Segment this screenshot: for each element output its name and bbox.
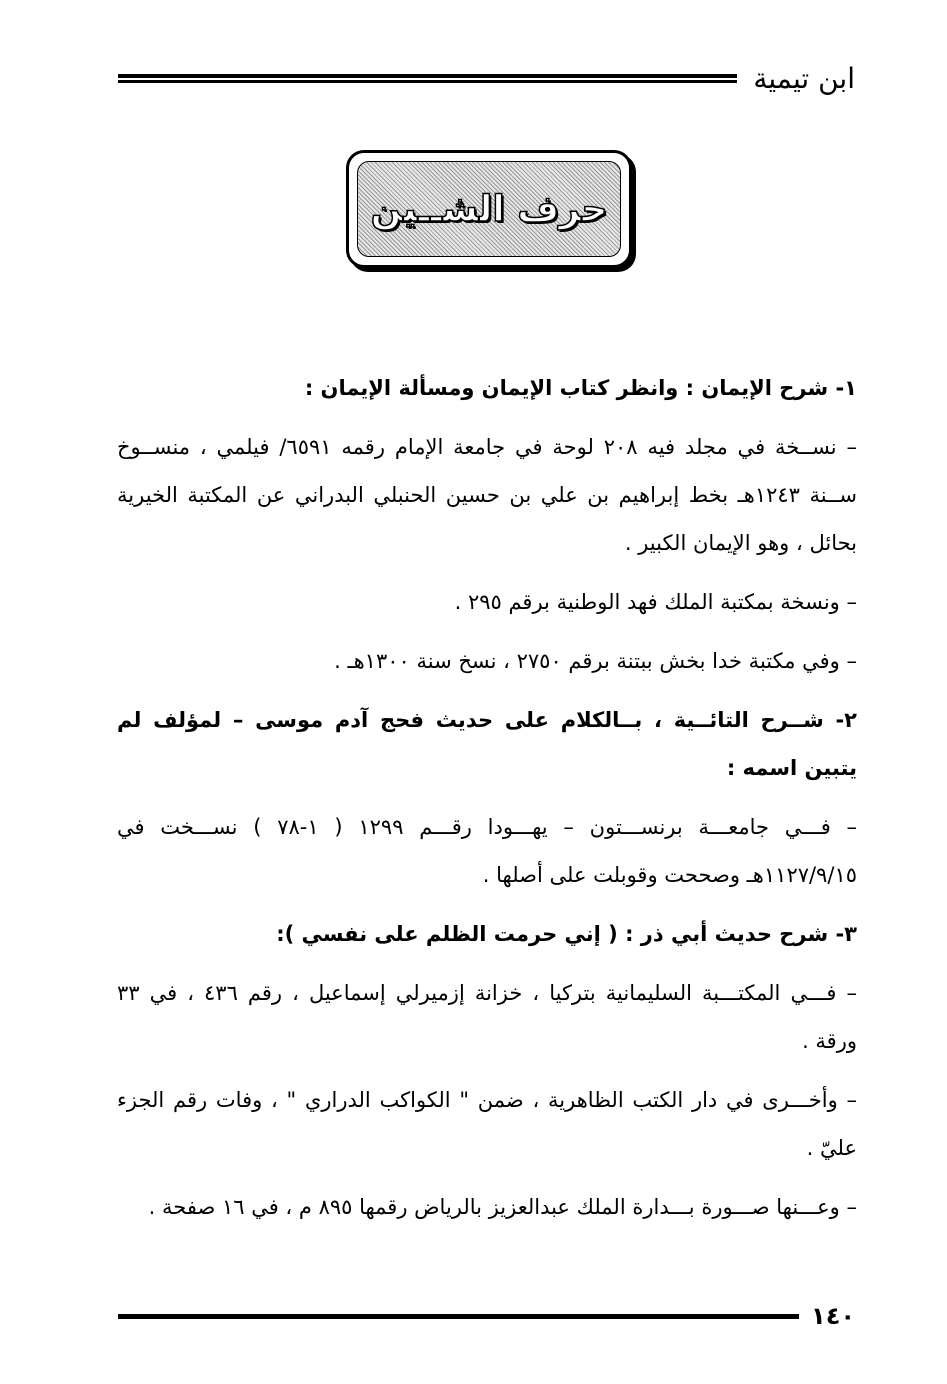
- page-number: ١٤٠: [811, 1302, 855, 1330]
- chapter-title: حرف الشــين: [370, 188, 608, 230]
- entry-heading: ١- شرح الإيمان : وانظر كتاب الإيمان ومسألة الإيمان :: [304, 376, 857, 400]
- footer-rule: [118, 1314, 799, 1319]
- entry-heading: ٢- شــرح التائــية ، بــالكلام على حديث فحج آدم موسى – لمؤلف لم يتبين اسمه :: [117, 708, 857, 780]
- book-title: ابن تيمية: [753, 61, 855, 95]
- entry-paragraph: – فـــي جامعـــة برنســـتون – يهـــودا رقـــم ١٢٩٩ ( ١-٧٨ ) نســـخت في ١١٢٧/٩/١٥هـ وصححت وقوبلت على أصلها .: [117, 815, 857, 887]
- running-header: [118, 58, 855, 98]
- entry-paragraph: – ونسخة بمكتبة الملك فهد الوطنية برقم ٢٩٥ .: [454, 590, 857, 614]
- entry-paragraph: – وأخـــرى في دار الكتب الظاهرية ، ضمن " الكواكب الدراري " ، وفات رقم الجزء عليّ .: [117, 1088, 857, 1160]
- chapter-title-box: [346, 150, 632, 268]
- page-body: [117, 364, 857, 1242]
- entry-heading: ٣- شرح حديث أبي ذر : ( إني حرمت الظلم على نفسي ):: [276, 922, 857, 946]
- entry-paragraph: – نســخة في مجلد فيه ٢٠٨ لوحة في جامعة الإمام رقمه ٦٥٩١/ فيلمي ، منســوخ ســنة ١٢٤٣هـ بخط إبراهيم بن علي بن حسين الحنبلي البدراني عن المكتبة الخيرية بحائل ، وهو الإيمان الكبير .: [117, 435, 858, 555]
- chapter-title-panel: [357, 161, 621, 257]
- header-rule: [118, 74, 737, 83]
- entry-paragraph: – وعـــنها صـــورة بـــدارة الملك عبدالعزيز بالرياض رقمها ٨٩٥ م ، في ١٦ صفحة .: [148, 1195, 857, 1219]
- entry-paragraph: – فـــي المكتـــبة السليمانية بتركيا ، خزانة إزميرلي إسماعيل ، رقم ٤٣٦ ، في ٣٣ ورقة .: [117, 981, 857, 1053]
- entry-paragraph: – وفي مكتبة خدا بخش ببتنة برقم ٢٧٥٠ ، نسخ سنة ١٣٠٠هـ .: [334, 649, 857, 673]
- page-footer: [118, 1296, 855, 1336]
